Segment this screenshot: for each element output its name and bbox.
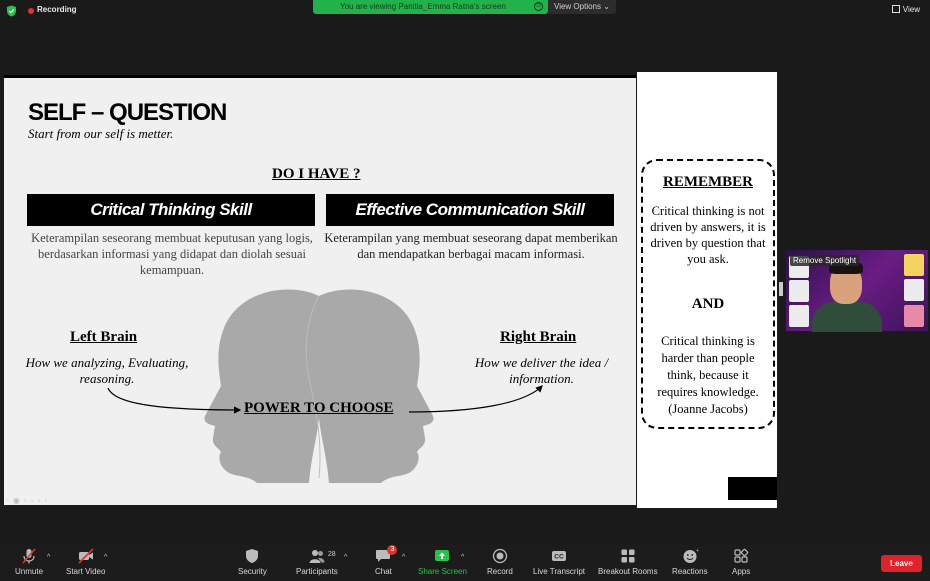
chevron-up-icon[interactable]: ^ xyxy=(402,554,406,561)
reactions-button[interactable] xyxy=(672,548,708,576)
critical-thinking-description: Keterampilan seseorang membuat keputusan yang logis, berdasarkan informasi yang didapat dan diolah sesuai kemampuan. xyxy=(31,231,313,277)
start-video-button[interactable] xyxy=(66,548,108,576)
viewing-banner xyxy=(313,0,548,14)
apps-label: Apps xyxy=(732,567,751,576)
live-transcript-button[interactable] xyxy=(533,548,585,576)
background-thumbnail xyxy=(904,305,924,327)
apps-button[interactable] xyxy=(732,548,750,576)
background-thumbnail xyxy=(789,280,809,302)
chevron-up-icon[interactable]: ^ xyxy=(47,554,51,561)
remember-title: REMEMBER xyxy=(663,174,753,190)
viewing-banner-text: You are viewing Panitia_Emma Ratna's screen xyxy=(340,2,506,11)
svg-text:+: + xyxy=(695,548,699,554)
smiley-icon xyxy=(682,548,698,564)
right-brain-label: Right Brain xyxy=(500,329,577,345)
closed-caption-icon xyxy=(551,548,567,564)
shared-screen-slide xyxy=(4,75,636,505)
record-icon xyxy=(492,548,508,564)
bottom-toolbar xyxy=(0,545,930,581)
view-label: View xyxy=(902,5,920,14)
right-brain-description: How we deliver the idea / information. xyxy=(474,355,609,386)
video-off-icon xyxy=(78,548,94,564)
chat-label: Chat xyxy=(375,567,392,576)
participants-count: 28 xyxy=(327,551,336,558)
remember-quote-2: Critical thinking is harder than people think, because it requires knowledge. (Joanne Jacobs) xyxy=(657,334,759,416)
share-screen-label: Share Screen xyxy=(418,567,467,576)
live-transcript-label: Live Transcript xyxy=(533,567,586,576)
communication-skill-description: Keterampilan yang membuat seseorang dapat memberikan dan mendapatkan berbagai macam informasi. xyxy=(324,231,618,261)
critical-thinking-header: Critical Thinking Skill xyxy=(27,194,315,226)
shield-icon[interactable] xyxy=(6,5,17,17)
left-brain-label: Left Brain xyxy=(70,329,138,345)
background-thumbnail xyxy=(789,305,809,327)
black-block xyxy=(728,477,777,500)
record-button[interactable] xyxy=(487,548,513,576)
view-options-button[interactable] xyxy=(548,0,616,14)
chevron-up-icon[interactable]: ^ xyxy=(461,554,465,561)
slide-subtitle: Start from our self is metter. xyxy=(28,126,174,141)
remember-quote-1: Critical thinking is not driven by answers, it is driven by question that you ask. xyxy=(650,204,766,266)
slide-question: DO I HAVE ? xyxy=(272,166,361,182)
view-button[interactable] xyxy=(892,5,920,14)
slide-title: SELF – QUESTION xyxy=(28,99,227,126)
chat-unread-badge: 3 xyxy=(387,545,397,555)
speaker-body xyxy=(812,302,882,332)
left-brain-description: How we analyzing, Evaluating, reasoning. xyxy=(25,355,189,386)
communication-skill-header: Effective Communication Skill xyxy=(326,194,614,226)
slide-toolbar-icons[interactable]: ◦◉◦◦◦◦ xyxy=(6,496,52,505)
remember-box xyxy=(641,159,775,429)
chevron-down-icon: ⌄ xyxy=(603,2,610,11)
participants-button[interactable] xyxy=(296,548,338,576)
unmute-button[interactable] xyxy=(15,548,43,576)
grid-view-icon xyxy=(892,5,900,13)
banner-options-icon[interactable]: ⊙ xyxy=(535,3,542,9)
share-screen-icon xyxy=(434,548,450,564)
background-thumbnail xyxy=(904,279,924,301)
security-label: Security xyxy=(238,567,267,576)
reactions-label: Reactions xyxy=(672,567,708,576)
shield-icon xyxy=(244,548,260,564)
share-screen-button[interactable] xyxy=(418,548,467,576)
recording-label: Recording xyxy=(37,5,77,14)
chat-icon xyxy=(375,546,395,564)
unmute-label: Unmute xyxy=(15,567,44,576)
microphone-muted-icon xyxy=(21,548,37,564)
recording-dot-icon xyxy=(28,8,34,14)
two-heads-illustration xyxy=(199,288,439,483)
chat-button[interactable] xyxy=(375,546,395,576)
leave-button[interactable]: Leave xyxy=(881,555,922,572)
apps-icon xyxy=(733,548,749,564)
remember-and-label: AND xyxy=(691,296,725,312)
breakout-rooms-icon xyxy=(620,548,636,564)
breakout-rooms-label: Breakout Rooms xyxy=(598,567,658,576)
participants-icon xyxy=(309,548,336,564)
participants-label: Participants xyxy=(296,567,338,576)
chevron-up-icon[interactable]: ^ xyxy=(104,554,108,561)
breakout-rooms-button[interactable] xyxy=(598,548,658,576)
panel-scroll-handle[interactable] xyxy=(779,282,783,296)
record-label: Record xyxy=(487,567,513,576)
speaker-video[interactable] xyxy=(786,250,928,331)
view-options-label: View Options xyxy=(554,2,601,11)
remember-panel xyxy=(637,72,777,508)
background-thumbnail xyxy=(904,254,924,276)
remove-spotlight-button[interactable]: Remove Spotlight xyxy=(790,255,859,266)
security-button[interactable] xyxy=(238,548,267,576)
power-to-choose-label: POWER TO CHOOSE xyxy=(244,400,394,416)
svg-text:CC: CC xyxy=(554,553,564,561)
chevron-up-icon[interactable]: ^ xyxy=(344,554,348,561)
start-video-label: Start Video xyxy=(66,567,106,576)
top-bar xyxy=(0,0,930,22)
